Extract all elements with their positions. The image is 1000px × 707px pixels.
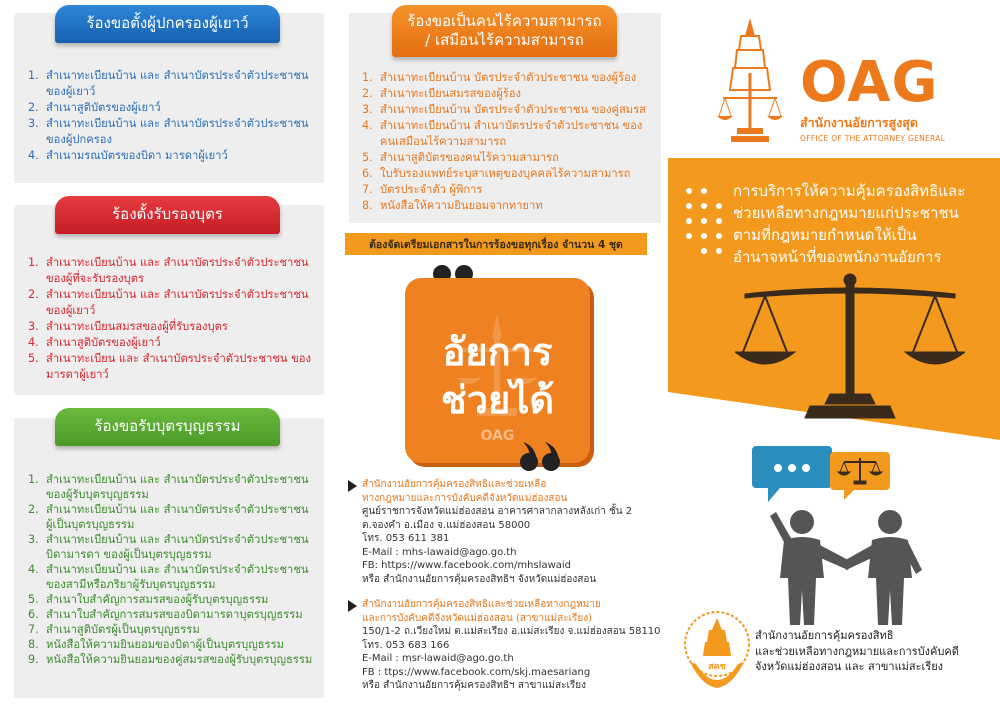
badge-oag-helps	[405, 278, 590, 463]
contact-mae-sariang	[362, 598, 662, 693]
skc-seal-icon	[682, 608, 752, 694]
contact-phone: โทร. 053 683 166	[362, 639, 450, 651]
list-item: 9. หนังสือให้ความยินยอมของคู่สมรสของผู้รับบุตรบุญธรรม	[28, 653, 313, 666]
contact-address-2: ต.จองคำ อ.เมือง จ.แม่ฮ่องสอน 58000	[362, 519, 531, 531]
contact-facebook: FB: https://www.facebook.com/mhslawaid	[362, 560, 572, 571]
contact-email: E-Mail : mhs-lawaid@ago.go.th	[362, 546, 517, 558]
contact-or: หรือ สำนักงานอัยการคุ้มครองสิทธิฯ สาขาแม่สะเรียง	[362, 680, 587, 691]
list-item: 8. หนังสือให้ความยินยอมจากทายาท	[362, 199, 543, 212]
panel-incompetent-list	[362, 70, 657, 214]
list-item: 7. สำเนาสูติบัตรผู้เป็นบุตรบุญธรรม	[28, 623, 200, 636]
panel-incompetent-title-line1: ร้องขอเป็นคนไร้ความสามารถ	[407, 11, 602, 30]
list-item: 1. สำเนาทะเบียนบ้าน บัตรประจำตัวประชาชน ของผู้ร้อง	[362, 71, 637, 84]
list-item: 3. สำเนาทะเบียนบ้าน และ สำเนาบัตรประจำตัวประชาชน บิดามารดา ของผู้เป็นบุตรบุญธรรม	[28, 533, 309, 561]
chat-bubble-icon	[752, 444, 832, 506]
list-item: 7. บัตรประจำตัว ผู้พิการ	[362, 183, 483, 196]
list-item: 2. สำเนาสูติบัตรของผู้เยาว์	[28, 101, 161, 114]
scales-of-justice-icon	[735, 272, 965, 422]
list-item: 6. สำเนาใบสำคัญการสมรสของบิดามารดาบุตรบุญธรรม	[28, 608, 303, 621]
contact-facebook: FB : ttps://www.facebook.com/skj.maesariang	[362, 666, 591, 678]
mission-line-4: อำนาจหน้าที่ของพนักงานอัยการ	[733, 248, 942, 266]
contact-heading-2: ทางกฎหมายและการบังคับคดีจังหวัดแม่ฮ่องสอน	[362, 492, 568, 504]
list-item: 4. สำเนาทะเบียนบ้าน และ สำเนาบัตรประจำตัวประชาชน ของสามีหรือภริยาผู้รับบุตรบุญธรรม	[28, 563, 309, 591]
panel-incompetent-title-line2: / เสมือนไร้ความสามารถ	[425, 31, 584, 49]
contact-phone: โทร. 053 611 381	[362, 533, 450, 544]
panel-guardian-list	[28, 68, 318, 164]
contact-or: หรือ สำนักงานอัยการคุ้มครองสิทธิฯ จังหวัดแม่ฮ่องสอน	[362, 573, 597, 585]
mission-text	[733, 180, 988, 268]
list-item: 4. สำเนาทะเบียนบ้าน สำเนาบัตรประจำตัวประชาชน ของคนเสมือนไร้ความสามารถ	[362, 119, 643, 148]
list-item: 8. หนังสือให้ความยินยอมของบิดาผู้เป็นบุตรบุญธรรม	[28, 638, 284, 651]
list-item: 6. ใบรับรองแพทย์ระบุสาเหตุของบุคคลไร้ความสามารถ	[362, 167, 631, 180]
bullet-triangle-icon	[348, 480, 357, 492]
contact-mae-hong-son	[362, 478, 662, 586]
footer-line-1: สำนักงานอัยการคุ้มครองสิทธิ	[755, 629, 894, 642]
contact-address: 150/1-2 ถ.เวียงใหม่ ต.แม่สะเรียง อ.แม่สะเรียง จ.แม่ฮ่องสอน 58110	[362, 626, 661, 637]
list-item: 1. สำเนาทะเบียนบ้าน และ สำเนาบัตรประจำตัวประชาชน ของผู้ที่จะรับรองบุตร	[28, 256, 309, 285]
panel-child-recognition-list	[28, 255, 318, 383]
quote-close-icon	[515, 440, 561, 474]
footer-line-2: และช่วยเหลือทางกฎหมายและการบังคับคดี	[755, 644, 959, 658]
scale-bubble-icon	[830, 450, 890, 502]
list-item: 3. สำเนาทะเบียนบ้าน และ สำเนาบัตรประจำตัวประชาชน ของผู้ปกครอง	[28, 117, 309, 146]
contact-heading-1: สำนักงานอัยการคุ้มครองสิทธิและช่วยเหลือ	[362, 479, 547, 490]
logo-brand: OAG	[800, 50, 939, 115]
list-item: 3. สำเนาทะเบียนบ้าน บัตรประจำตัวประชาชน ของคู่สมรส	[362, 103, 646, 116]
oag-emblem-icon	[715, 18, 785, 148]
list-item: 4. สำเนาสูติบัตรของผู้เยาว์	[28, 336, 161, 349]
panel-guardian-title: ร้องขอตั้งผู้ปกครองผู้เยาว์	[55, 5, 280, 43]
list-item: 2. สำเนาทะเบียนบ้าน และ สำเนาบัตรประจำตัวประชาชน ของผู้เยาว์	[28, 288, 309, 317]
list-item: 5. สำเนาใบสำคัญการสมรสของผู้รับบุตรบุญธรรม	[28, 593, 269, 606]
contact-heading-2: และการบังคับคดีจังหวัดแม่ฮ่องสอน (สาขาแม่สะเรียง)	[362, 612, 593, 624]
seal-label: สคช	[708, 662, 726, 672]
panel-child-recognition-title: ร้องตั้งรับรองบุตร	[55, 196, 280, 234]
panel-incompetent-title	[392, 5, 617, 57]
list-item: 4. สำเนามรณบัตรของบิดา มารดาผู้เยาว์	[28, 149, 228, 162]
footer-line-3: จังหวัดแม่ฮ่องสอน และ สาขาแม่สะเรียง	[755, 660, 944, 673]
list-item: 2. สำเนาทะเบียนสมรสของผู้ร้อง	[362, 87, 521, 100]
mission-line-3: ตามที่กฎหมายกำหนดให้เป็น	[733, 226, 917, 244]
documents-note: ต้องจัดเตรียมเอกสารในการร้องขอทุกเรื่อง จำนวน 4 ชุด	[345, 233, 647, 255]
logo-name-en: OFFICE OF THE ATTORNEY GENERAL	[800, 134, 946, 143]
badge-line-2: ช่วยได้	[440, 378, 555, 422]
dots-decoration-icon	[684, 186, 724, 256]
list-item: 2. สำเนาทะเบียนบ้าน และ สำเนาบัตรประจำตัวประชาชน ผู้เป็นบุตรบุญธรรม	[28, 503, 309, 531]
list-item: 1. สำเนาทะเบียนบ้าน และ สำเนาบัตรประจำตัวประชาชน ของผู้รับบุตรบุญธรรม	[28, 473, 309, 501]
list-item: 5. สำเนาสูติบัตรของคนไร้ความสามารถ	[362, 151, 559, 164]
mission-line-1: การบริการให้ความคุ้มครองสิทธิและ	[733, 182, 966, 200]
contact-heading-1: สำนักงานอัยการคุ้มครองสิทธิและช่วยเหลือทางกฎหมาย	[362, 599, 601, 610]
panel-adoption-title: ร้องขอรับบุตรบุญธรรม	[55, 408, 280, 446]
contact-email: E-Mail : msr-lawaid@ago.go.th	[362, 653, 514, 664]
handshake-people-icon	[762, 500, 932, 625]
list-item: 3. สำเนาทะเบียนสมรสของผู้ที่รับรองบุตร	[28, 320, 228, 333]
list-item: 1. สำเนาทะเบียนบ้าน และ สำเนาบัตรประจำตัวประชาชน ของผู้เยาว์	[28, 69, 309, 98]
logo-name-th: สำนักงานอัยการสูงสุด	[800, 115, 919, 130]
mission-line-2: ช่วยเหลือทางกฎหมายแก่ประชาชน	[733, 204, 959, 222]
list-item: 5. สำเนาทะเบียน และ สำเนาบัตรประจำตัวประชาชน ของมารดาผู้เยาว์	[28, 352, 311, 381]
badge-line-1: อัยการ	[442, 330, 553, 374]
logo	[800, 50, 946, 143]
footer-office-name	[755, 628, 959, 675]
badge-watermark: OAG	[480, 428, 515, 444]
bullet-triangle-icon	[348, 600, 357, 612]
panel-adoption-list	[28, 472, 318, 667]
contact-address-1: ศูนย์ราชการจังหวัดแม่ฮ่องสอน อาคารศาลากลางหลังเก่า ชั้น 2	[362, 506, 633, 517]
